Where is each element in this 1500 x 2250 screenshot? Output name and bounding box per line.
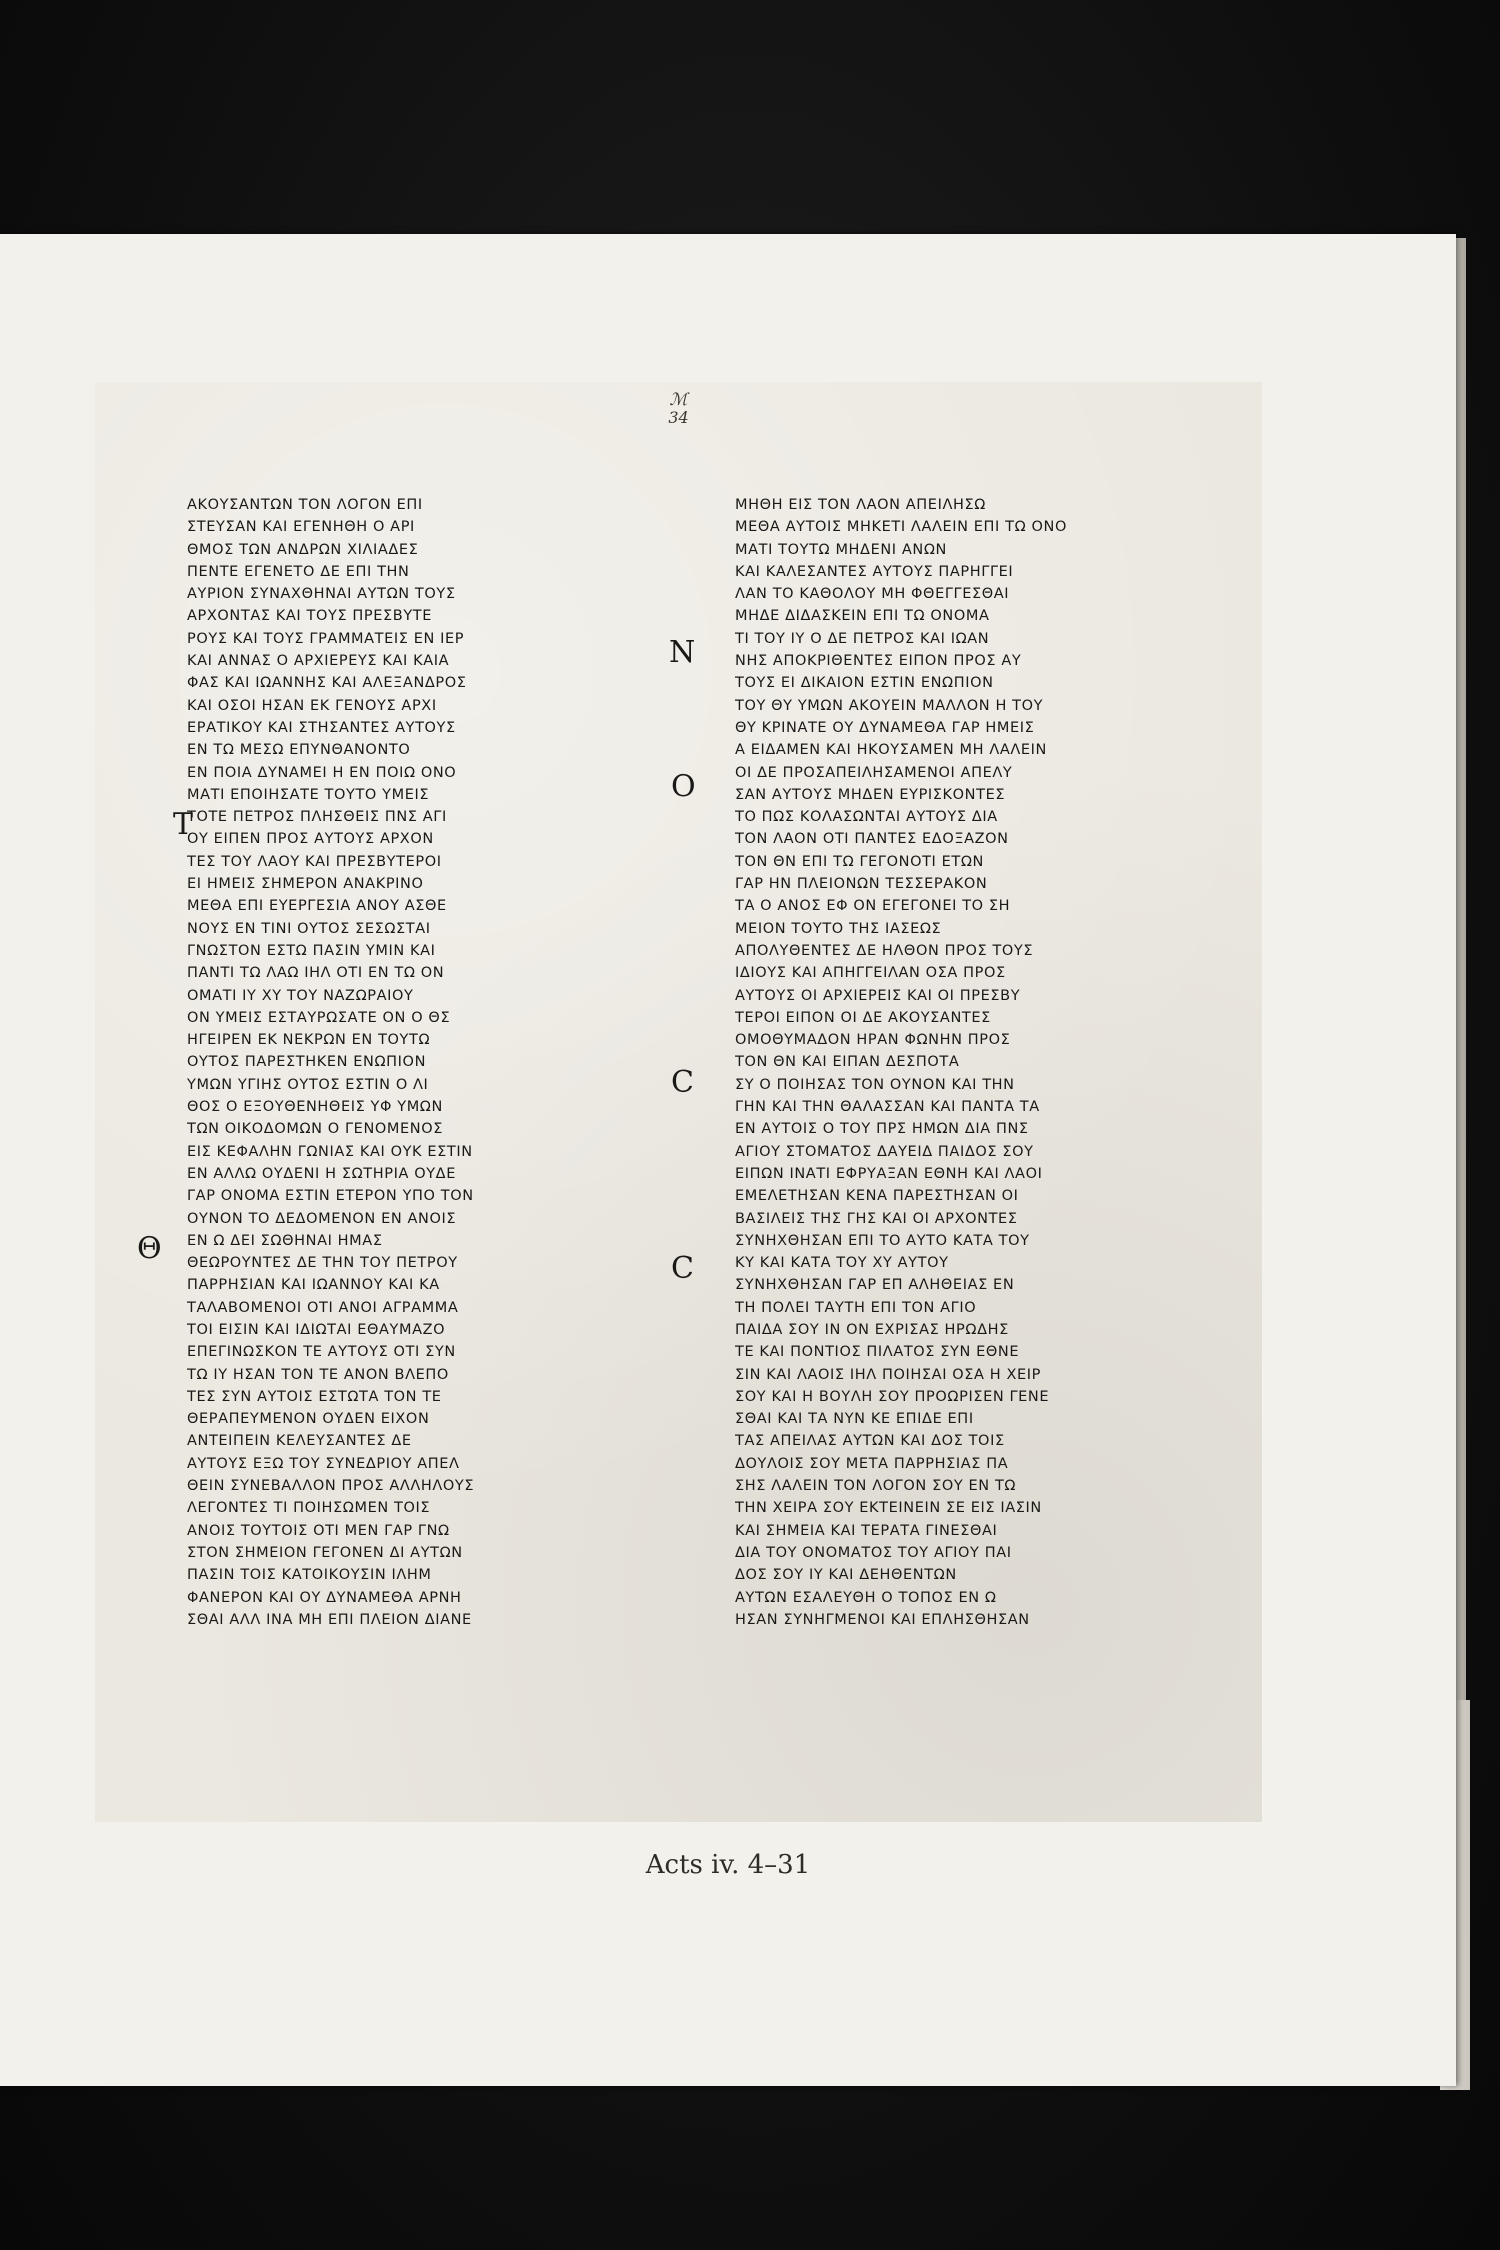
manuscript-line: ΑΥΡΙΟΝ ΣΥΝΑΧΘΗΝΑΙ ΑΥΤΩΝ ΤΟΥΣ [187, 586, 456, 603]
manuscript-line: ΘΕΙΝ ΣΥΝΕΒΑΛΛΟΝ ΠΡΟΣ ΑΛΛΗΛΟΥΣ [187, 1478, 475, 1495]
manuscript-line: ΟΥΤΟΣ ΠΑΡΕΣΤΗΚΕΝ ΕΝΩΠΙΟΝ [187, 1054, 427, 1071]
margin-initial-theta: Θ [137, 1231, 162, 1266]
margin-initial-s-2: C [671, 1251, 694, 1286]
manuscript-line: ΑΚΟΥΣΑΝΤΩΝ ΤΟΝ ΛΟΓΟΝ ΕΠΙ [187, 497, 423, 513]
manuscript-line: ΜΗΘΗ ΕΙΣ ΤΟΝ ΛΑΟΝ ΑΠΕΙΛΗΣΩ [735, 497, 986, 513]
manuscript-line: ΕΠΕΓΙΝΩΣΚΟΝ ΤΕ ΑΥΤΟΥΣ ΟΤΙ ΣΥΝ [187, 1344, 456, 1361]
manuscript-line: ΟΝ ΥΜΕΙΣ ΕΣΤΑΥΡΩΣΑΤΕ ΟΝ Ο ΘΣ [187, 1009, 451, 1026]
left-text-column [187, 494, 619, 1631]
manuscript-line: ΓΝΩΣΤΟΝ ΕΣΤΩ ΠΑΣΙΝ ΥΜΙΝ ΚΑΙ [187, 942, 436, 959]
manuscript-line: ΤΟ ΠΩΣ ΚΟΛΑΣΩΝΤΑΙ ΑΥΤΟΥΣ ΔΙΑ [735, 809, 998, 826]
manuscript-line: ΘΜΟΣ ΤΩΝ ΑΝΔΡΩΝ ΧΙΛΙΑΔΕΣ [187, 541, 419, 558]
manuscript-line: ΑΥΤΟΥΣ ΟΙ ΑΡΧΙΕΡΕΙΣ ΚΑΙ ΟΙ ΠΡΕΣΒΥ [735, 987, 1021, 1004]
folio-header [95, 392, 1262, 427]
margin-initial-o: Ο [671, 769, 696, 804]
manuscript-line: ΣΥΝΗΧΘΗΣΑΝ ΓΑΡ ΕΠ ΑΛΗΘΕΙΑΣ ΕΝ [735, 1277, 1015, 1294]
manuscript-line: ΑΝΟΙΣ ΤΟΥΤΟΙΣ ΟΤΙ ΜΕΝ ΓΑΡ ΓΝΩ [187, 1522, 450, 1539]
manuscript-line: ΚΑΙ ΟΣΟΙ ΗΣΑΝ ΕΚ ΓΕΝΟΥΣ ΑΡΧΙ [187, 697, 437, 714]
right-text-column [735, 494, 1195, 1631]
manuscript-line: ΤΗΝ ΧΕΙΡΑ ΣΟΥ ΕΚΤΕΙΝΕΙΝ ΣΕ ΕΙΣ ΙΑΣΙΝ [735, 1500, 1042, 1517]
manuscript-line: ΣΤΕΥΣΑΝ ΚΑΙ ΕΓΕΝΗΘΗ Ο ΑΡΙ [187, 519, 415, 536]
manuscript-line: ΤΑΣ ΑΠΕΙΛΑΣ ΑΥΤΩΝ ΚΑΙ ΔΟΣ ΤΟΙΣ [735, 1433, 1005, 1450]
manuscript-line: ΠΑΡΡΗΣΙΑΝ ΚΑΙ ΙΩΑΝΝΟΥ ΚΑΙ ΚΑ [187, 1277, 440, 1294]
manuscript-line: ΚΑΙ ΚΑΛΕΣΑΝΤΕΣ ΑΥΤΟΥΣ ΠΑΡΗΓΓΕΙ [735, 563, 1014, 580]
manuscript-line: ΑΡΧΟΝΤΑΣ ΚΑΙ ΤΟΥΣ ΠΡΕΣΒΥΤΕ [187, 608, 433, 625]
manuscript-line: ΕΙΣ ΚΕΦΑΛΗΝ ΓΩΝΙΑΣ ΚΑΙ ΟΥΚ ΕΣΤΙΝ [187, 1143, 473, 1160]
manuscript-line: ΜΕΘΑ ΕΠΙ ΕΥΕΡΓΕΣΙΑ ΑΝΟΥ ΑΣΘΕ [187, 898, 447, 915]
manuscript-line: ΜΑΤΙ ΤΟΥΤΩ ΜΗΔΕΝΙ ΑΝΩΝ [735, 541, 947, 558]
manuscript-line: ΤΗ ΠΟΛΕΙ ΤΑΥΤΗ ΕΠΙ ΤΟΝ ΑΓΙΟ [735, 1299, 977, 1316]
manuscript-line: ΑΥΤΟΥΣ ΕΞΩ ΤΟΥ ΣΥΝΕΔΡΙΟΥ ΑΠΕΛ [187, 1455, 460, 1472]
manuscript-line: ΣΥ Ο ΠΟΙΗΣΑΣ ΤΟΝ ΟΥΝΟΝ ΚΑΙ ΤΗΝ [735, 1076, 1015, 1093]
manuscript-line: ΤΟΝ ΘΝ ΚΑΙ ΕΙΠΑΝ ΔΕΣΠΟΤΑ [735, 1054, 960, 1071]
manuscript-line: ΑΥΤΩΝ ΕΣΑΛΕΥΘΗ Ο ΤΟΠΟΣ ΕΝ Ω [735, 1589, 997, 1606]
manuscript-line: ΤΑ Ο ΑΝΟΣ ΕΦ ΟΝ ΕΓΕΓΟΝΕΙ ΤΟ ΣΗ [735, 898, 1011, 915]
manuscript-line: ΑΠΟΛΥΘΕΝΤΕΣ ΔΕ ΗΛΘΟΝ ΠΡΟΣ ΤΟΥΣ [735, 942, 1034, 959]
manuscript-line: ΕΝ ΠΟΙΑ ΔΥΝΑΜΕΙ Η ΕΝ ΠΟΙΩ ΟΝΟ [187, 764, 457, 781]
manuscript-line: ΣΟΥ ΚΑΙ Η ΒΟΥΛΗ ΣΟΥ ΠΡΟΩΡΙΣΕΝ ΓΕΝΕ [735, 1388, 1050, 1405]
manuscript-line: ΤΟΥΣ ΕΙ ΔΙΚΑΙΟΝ ΕΣΤΙΝ ΕΝΩΠΙΟΝ [735, 675, 994, 692]
manuscript-line: ΤΟΝ ΘΝ ΕΠΙ ΤΩ ΓΕΓΟΝΟΤΙ ΕΤΩΝ [735, 853, 984, 870]
margin-initial-n: Ν [669, 635, 696, 670]
manuscript-line: ΦΑΝΕΡΟΝ ΚΑΙ ΟΥ ΔΥΝΑΜΕΘΑ ΑΡΝΗ [187, 1589, 462, 1606]
manuscript-line: ΤΟΤΕ ΠΕΤΡΟΣ ΠΛΗΣΘΕΙΣ ΠΝΣ ΑΓΙ [187, 809, 447, 826]
manuscript-line: ΛΕΓΟΝΤΕΣ ΤΙ ΠΟΙΗΣΩΜΕΝ ΤΟΙΣ [187, 1500, 431, 1517]
manuscript-line: ΟΥ ΕΙΠΕΝ ΠΡΟΣ ΑΥΤΟΥΣ ΑΡΧΟΝ [187, 831, 434, 848]
manuscript-line: ΚΑΙ ΑΝΝΑΣ Ο ΑΡΧΙΕΡΕΥΣ ΚΑΙ ΚΑΙΑ [187, 653, 450, 670]
manuscript-line: ΟΥΝΟΝ ΤΟ ΔΕΔΟΜΕΝΟΝ ΕΝ ΑΝΟΙΣ [187, 1210, 457, 1227]
manuscript-line: ΤΙ ΤΟΥ ΙΥ Ο ΔΕ ΠΕΤΡΟΣ ΚΑΙ ΙΩΑΝ [735, 630, 990, 647]
manuscript-line: ΣΑΝ ΑΥΤΟΥΣ ΜΗΔΕΝ ΕΥΡΙΣΚΟΝΤΕΣ [735, 786, 1006, 803]
manuscript-line: ΕΡΑΤΙΚΟΥ ΚΑΙ ΣΤΗΣΑΝΤΕΣ ΑΥΤΟΥΣ [187, 719, 456, 736]
plate-caption: Acts iv. 4–31 [645, 1850, 811, 1880]
manuscript-line: ΑΝΤΕΙΠΕΙΝ ΚΕΛΕΥΣΑΝΤΕΣ ΔΕ [187, 1433, 412, 1450]
manuscript-line: ΠΕΝΤΕ ΕΓΕΝΕΤΟ ΔΕ ΕΠΙ ΤΗΝ [187, 563, 410, 580]
manuscript-line: ΣΤΟΝ ΣΗΜΕΙΟΝ ΓΕΓΟΝΕΝ ΔΙ ΑΥΤΩΝ [187, 1544, 463, 1561]
manuscript-line: ΔΟΣ ΣΟΥ ΙΥ ΚΑΙ ΔΕΗΘΕΝΤΩΝ [735, 1567, 957, 1584]
manuscript-line: ΡΟΥΣ ΚΑΙ ΤΟΥΣ ΓΡΑΜΜΑΤΕΙΣ ΕΝ ΙΕΡ [187, 630, 465, 647]
folio-mark: ℳ [669, 390, 688, 410]
manuscript-line: ΕΝ ΑΥΤΟΙΣ Ο ΤΟΥ ΠΡΣ ΗΜΩΝ ΔΙΑ ΠΝΣ [735, 1121, 1029, 1138]
manuscript-line: ΕΙ ΗΜΕΙΣ ΣΗΜΕΡΟΝ ΑΝΑΚΡΙΝΟ [187, 876, 424, 893]
manuscript-line: ΜΕΙΟΝ ΤΟΥΤΟ ΤΗΣ ΙΑΣΕΩΣ [735, 920, 942, 937]
manuscript-line: Α ΕΙΔΑΜΕΝ ΚΑΙ ΗΚΟΥΣΑΜΕΝ ΜΗ ΛΑΛΕΙΝ [735, 742, 1048, 759]
manuscript-line: ΠΑΙΔΑ ΣΟΥ ΙΝ ΟΝ ΕΧΡΙΣΑΣ ΗΡΩΔΗΣ [735, 1321, 1009, 1338]
manuscript-line: ΜΕΘΑ ΑΥΤΟΙΣ ΜΗΚΕΤΙ ΛΑΛΕΙΝ ΕΠΙ ΤΩ ΟΝΟ [735, 519, 1067, 536]
folio-number: 34 [668, 407, 689, 427]
manuscript-line: ΜΗΔΕ ΔΙΔΑΣΚΕΙΝ ΕΠΙ ΤΩ ΟΝΟΜΑ [735, 608, 990, 625]
manuscript-line: ΠΑΣΙΝ ΤΟΙΣ ΚΑΤΟΙΚΟΥΣΙΝ ΙΛΗΜ [187, 1567, 432, 1584]
manuscript-line: ΝΗΣ ΑΠΟΚΡΙΘΕΝΤΕΣ ΕΙΠΟΝ ΠΡΟΣ ΑΥ [735, 653, 1022, 670]
manuscript-line: ΣΘΑΙ ΚΑΙ ΤΑ ΝΥΝ ΚΕ ΕΠΙΔΕ ΕΠΙ [735, 1411, 974, 1428]
manuscript-line: ΛΑΝ ΤΟ ΚΑΘΟΛΟΥ ΜΗ ΦΘΕΓΓΕΣΘΑΙ [735, 586, 1010, 603]
manuscript-line: ΤΟΙ ΕΙΣΙΝ ΚΑΙ ΙΔΙΩΤΑΙ ΕΘΑΥΜΑΖΟ [187, 1321, 446, 1338]
manuscript-line: ΑΓΙΟΥ ΣΤΟΜΑΤΟΣ ΔΑΥΕΙΔ ΠΑΙΔΟΣ ΣΟΥ [735, 1143, 1034, 1160]
manuscript-line: ΘΥ ΚΡΙΝΑΤΕ ΟΥ ΔΥΝΑΜΕΘΑ ΓΑΡ ΗΜΕΙΣ [735, 719, 1035, 736]
manuscript-line: ΓΑΡ ΟΝΟΜΑ ΕΣΤΙΝ ΕΤΕΡΟΝ ΥΠΟ ΤΟΝ [187, 1188, 474, 1205]
manuscript-line: ΔΟΥΛΟΙΣ ΣΟΥ ΜΕΤΑ ΠΑΡΡΗΣΙΑΣ ΠΑ [735, 1455, 1009, 1472]
manuscript-line: ΦΑΣ ΚΑΙ ΙΩΑΝΝΗΣ ΚΑΙ ΑΛΕΞΑΝΔΡΟΣ [187, 675, 467, 692]
manuscript-line: ΕΝ ΤΩ ΜΕΣΩ ΕΠΥΝΘΑΝΟΝΤΟ [187, 742, 411, 759]
manuscript-line: ΤΕ ΚΑΙ ΠΟΝΤΙΟΣ ΠΙΛΑΤΟΣ ΣΥΝ ΕΘΝΕ [735, 1344, 1020, 1361]
manuscript-line: ΙΔΙΟΥΣ ΚΑΙ ΑΠΗΓΓΕΙΛΑΝ ΟΣΑ ΠΡΟΣ [735, 965, 1006, 982]
manuscript-line: ΗΣΑΝ ΣΥΝΗΓΜΕΝΟΙ ΚΑΙ ΕΠΛΗΣΘΗΣΑΝ [735, 1611, 1030, 1628]
manuscript-line: ΕΙΠΩΝ ΙΝΑΤΙ ΕΦΡΥΑΞΑΝ ΕΘΝΗ ΚΑΙ ΛΑΟΙ [735, 1165, 1043, 1182]
manuscript-line: ΣΙΝ ΚΑΙ ΛΑΟΙΣ ΙΗΛ ΠΟΙΗΣΑΙ ΟΣΑ Η ΧΕΙΡ [735, 1366, 1042, 1383]
manuscript-line: ΤΕΣ ΤΟΥ ΛΑΟΥ ΚΑΙ ΠΡΕΣΒΥΤΕΡΟΙ [187, 853, 442, 870]
manuscript-line: ΤΟΥ ΘΥ ΥΜΩΝ ΑΚΟΥΕΙΝ ΜΑΛΛΟΝ Η ΤΟΥ [735, 697, 1044, 714]
manuscript-line: ΝΟΥΣ ΕΝ ΤΙΝΙ ΟΥΤΟΣ ΣΕΣΩΣΤΑΙ [187, 920, 431, 937]
manuscript-line: ΤΕΣ ΣΥΝ ΑΥΤΟΙΣ ΕΣΤΩΤΑ ΤΟΝ ΤΕ [187, 1388, 442, 1405]
manuscript-line: ΒΑΣΙΛΕΙΣ ΤΗΣ ΓΗΣ ΚΑΙ ΟΙ ΑΡΧΟΝΤΕΣ [735, 1210, 1018, 1227]
manuscript-line: ΤΩΝ ΟΙΚΟΔΟΜΩΝ Ο ΓΕΝΟΜΕΝΟΣ [187, 1121, 443, 1138]
manuscript-line: ΤΟΝ ΛΑΟΝ ΟΤΙ ΠΑΝΤΕΣ ΕΔΟΞΑΖΟΝ [735, 831, 1009, 848]
manuscript-line: ΘΟΣ Ο ΕΞΟΥΘΕΝΗΘΕΙΣ ΥΦ ΥΜΩΝ [187, 1099, 443, 1116]
manuscript-line: ΤΩ ΙΥ ΗΣΑΝ ΤΟΝ ΤΕ ΑΝΟΝ ΒΛΕΠΟ [187, 1366, 449, 1383]
manuscript-line: ΘΕΩΡΟΥΝΤΕΣ ΔΕ ΤΗΝ ΤΟΥ ΠΕΤΡΟΥ [187, 1255, 458, 1272]
manuscript-line: ΚΥ ΚΑΙ ΚΑΤΑ ΤΟΥ ΧΥ ΑΥΤΟΥ [735, 1255, 949, 1272]
manuscript-line: ΟΙ ΔΕ ΠΡΟΣΑΠΕΙΛΗΣΑΜΕΝΟΙ ΑΠΕΛΥ [735, 764, 1013, 781]
manuscript-line: ΣΘΑΙ ΑΛΛ ΙΝΑ ΜΗ ΕΠΙ ΠΛΕΙΟΝ ΔΙΑΝΕ [187, 1611, 472, 1628]
manuscript-line: ΕΝ Ω ΔΕΙ ΣΩΘΗΝΑΙ ΗΜΑΣ [187, 1232, 383, 1249]
manuscript-line: ΓΑΡ ΗΝ ΠΛΕΙΟΝΩΝ ΤΕΣΣΕΡΑΚΟΝ [735, 876, 988, 893]
manuscript-line: ΥΜΩΝ ΥΓΙΗΣ ΟΥΤΟΣ ΕΣΤΙΝ Ο ΛΙ [187, 1076, 429, 1093]
manuscript-line: ΤΕΡΟΙ ΕΙΠΟΝ ΟΙ ΔΕ ΑΚΟΥΣΑΝΤΕΣ [735, 1009, 991, 1026]
margin-initial-s-1: C [671, 1065, 694, 1100]
manuscript-line: ΟΜΑΤΙ ΙΥ ΧΥ ΤΟΥ ΝΑΖΩΡΑΙΟΥ [187, 987, 414, 1004]
manuscript-line: ΘΕΡΑΠΕΥΜΕΝΟΝ ΟΥΔΕΝ ΕΙΧΟΝ [187, 1411, 430, 1428]
manuscript-line: ΜΑΤΙ ΕΠΟΙΗΣΑΤΕ ΤΟΥΤΟ ΥΜΕΙΣ [187, 786, 430, 803]
manuscript-line: ΕΜΕΛΕΤΗΣΑΝ ΚΕΝΑ ΠΑΡΕΣΤΗΣΑΝ ΟΙ [735, 1188, 1019, 1205]
manuscript-line: ΗΓΕΙΡΕΝ ΕΚ ΝΕΚΡΩΝ ΕΝ ΤΟΥΤΩ [187, 1032, 431, 1049]
manuscript-line: ΠΑΝΤΙ ΤΩ ΛΑΩ ΙΗΛ ΟΤΙ ΕΝ ΤΩ ΟΝ [187, 965, 445, 982]
manuscript-line: ΕΝ ΑΛΛΩ ΟΥΔΕΝΙ Η ΣΩΤΗΡΙΑ ΟΥΔΕ [187, 1165, 456, 1182]
manuscript-line: ΚΑΙ ΣΗΜΕΙΑ ΚΑΙ ΤΕΡΑΤΑ ΓΙΝΕΣΘΑΙ [735, 1522, 998, 1539]
manuscript-line: ΟΜΟΘΥΜΑΔΟΝ ΗΡΑΝ ΦΩΝΗΝ ΠΡΟΣ [735, 1032, 1011, 1049]
manuscript-line: ΣΥΝΗΧΘΗΣΑΝ ΕΠΙ ΤΟ ΑΥΤΟ ΚΑΤΑ ΤΟΥ [735, 1232, 1030, 1249]
manuscript-plate [95, 382, 1262, 1822]
book-page [0, 234, 1456, 2086]
manuscript-line: ΓΗΝ ΚΑΙ ΤΗΝ ΘΑΛΑΣΣΑΝ ΚΑΙ ΠΑΝΤΑ ΤΑ [735, 1099, 1040, 1116]
manuscript-line: ΔΙΑ ΤΟΥ ΟΝΟΜΑΤΟΣ ΤΟΥ ΑΓΙΟΥ ΠΑΙ [735, 1544, 1012, 1561]
margin-initial-t: Τ [173, 807, 194, 842]
manuscript-line: ΤΑΛΑΒΟΜΕΝΟΙ ΟΤΙ ΑΝΟΙ ΑΓΡΑΜΜΑ [187, 1299, 459, 1316]
manuscript-line: ΣΗΣ ΛΑΛΕΙΝ ΤΟΝ ΛΟΓΟΝ ΣΟΥ ΕΝ ΤΩ [735, 1478, 1017, 1495]
